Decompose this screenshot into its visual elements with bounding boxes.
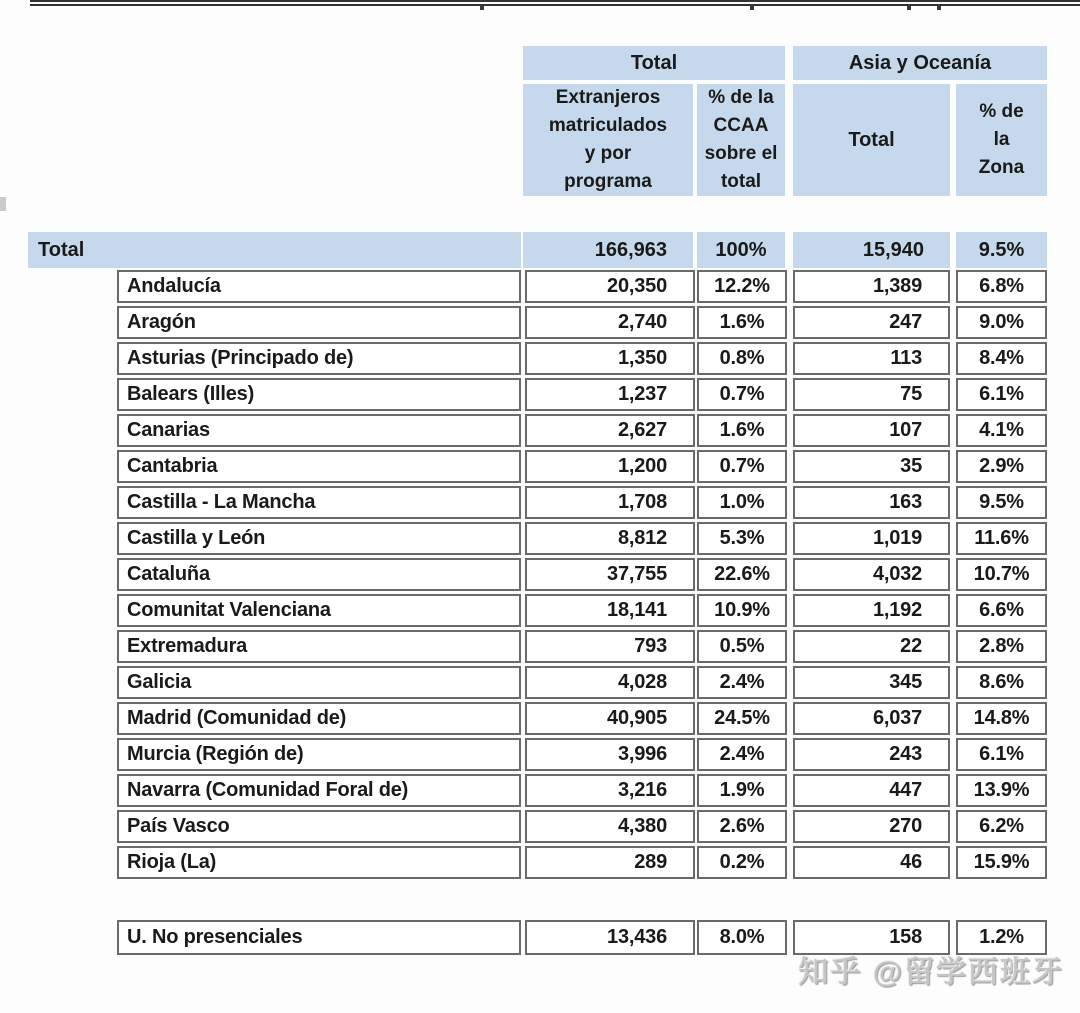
- cell-extranjeros: 20,350: [525, 270, 695, 303]
- row-label: Comunitat Valenciana: [117, 594, 521, 627]
- table-row: [117, 378, 1047, 411]
- cell-extranjeros: 13,436: [525, 920, 695, 955]
- row-label: Castilla y León: [117, 522, 521, 555]
- cell-pct-ccaa: 1.9%: [697, 774, 787, 807]
- col-group-asia-oceania: [793, 46, 1047, 80]
- col-header-asia-total: Total: [793, 84, 950, 196]
- cell-asia-total: 247: [793, 306, 950, 339]
- cell-asia-total: 447: [793, 774, 950, 807]
- cell-pct-ccaa: 8.0%: [697, 920, 787, 955]
- table-row: [117, 774, 1047, 807]
- cell-pct-zona: 8.4%: [956, 342, 1047, 375]
- row-label: Cantabria: [117, 450, 521, 483]
- cell-pct-ccaa: 0.2%: [697, 846, 787, 879]
- cell-pct-zona: 9.5%: [956, 486, 1047, 519]
- cell-asia-total: 4,032: [793, 558, 950, 591]
- total-row-pct-zona: 9.5%: [956, 232, 1047, 268]
- table-row: [117, 522, 1047, 555]
- cell-pct-ccaa: 2.6%: [697, 810, 787, 843]
- table-row: [117, 594, 1047, 627]
- cell-pct-ccaa: 5.3%: [697, 522, 787, 555]
- zhihu-watermark: 知乎 @留学西班牙: [798, 956, 1064, 989]
- cell-asia-total: 1,192: [793, 594, 950, 627]
- cell-pct-zona: 6.6%: [956, 594, 1047, 627]
- cell-extranjeros: 18,141: [525, 594, 695, 627]
- cell-pct-ccaa: 1.0%: [697, 486, 787, 519]
- total-row-pct-ccaa: 100%: [697, 232, 785, 268]
- row-label: Balears (Illes): [117, 378, 521, 411]
- cell-pct-ccaa: 22.6%: [697, 558, 787, 591]
- cell-pct-zona: 6.8%: [956, 270, 1047, 303]
- cell-asia-total: 6,037: [793, 702, 950, 735]
- cell-pct-ccaa: 0.8%: [697, 342, 787, 375]
- row-label: País Vasco: [117, 810, 521, 843]
- table-row: [117, 486, 1047, 519]
- cell-extranjeros: 3,996: [525, 738, 695, 771]
- table-body: [117, 270, 1047, 882]
- cell-asia-total: 1,389: [793, 270, 950, 303]
- table-row: [117, 810, 1047, 843]
- cell-asia-total: 163: [793, 486, 950, 519]
- table-row: [117, 342, 1047, 375]
- table-row: [117, 846, 1047, 879]
- cell-pct-ccaa: 1.6%: [697, 414, 787, 447]
- top-rule-line: [30, 0, 1080, 2]
- col-header-pct-zona: % de la Zona: [956, 84, 1047, 196]
- cell-pct-zona: 4.1%: [956, 414, 1047, 447]
- left-edge-artifact: [0, 197, 6, 211]
- row-label: Asturias (Principado de): [117, 342, 521, 375]
- cropped-text-descender: [750, 6, 754, 10]
- cell-pct-zona: 6.1%: [956, 378, 1047, 411]
- cell-pct-ccaa: 24.5%: [697, 702, 787, 735]
- table-row: [117, 306, 1047, 339]
- cell-extranjeros: 8,812: [525, 522, 695, 555]
- col-group-asia-oceania-label: Asia y Oceanía: [848, 52, 992, 74]
- cell-pct-ccaa: 10.9%: [697, 594, 787, 627]
- col-header-extranjeros: Extranjeros matriculados y por programa: [523, 84, 693, 196]
- cell-pct-ccaa: 0.7%: [697, 378, 787, 411]
- row-label: Navarra (Comunidad Foral de): [117, 774, 521, 807]
- col-header-pct-ccaa: % de la CCAA sobre el total: [697, 84, 785, 196]
- cell-pct-zona: 6.2%: [956, 810, 1047, 843]
- cell-asia-total: 22: [793, 630, 950, 663]
- cell-extranjeros: 4,028: [525, 666, 695, 699]
- cell-asia-total: 158: [793, 920, 950, 955]
- row-label: U. No presenciales: [117, 920, 521, 955]
- cell-pct-zona: 6.1%: [956, 738, 1047, 771]
- cell-pct-zona: 15.9%: [956, 846, 1047, 879]
- row-label: Canarias: [117, 414, 521, 447]
- table-row: [117, 414, 1047, 447]
- row-label: Cataluña: [117, 558, 521, 591]
- col-group-total: [523, 46, 785, 80]
- cell-asia-total: 345: [793, 666, 950, 699]
- cell-pct-zona: 11.6%: [956, 522, 1047, 555]
- cell-pct-zona: 2.8%: [956, 630, 1047, 663]
- row-label: Extremadura: [117, 630, 521, 663]
- total-row-extranjeros: 166,963: [523, 232, 693, 268]
- cell-extranjeros: 2,740: [525, 306, 695, 339]
- cell-asia-total: 270: [793, 810, 950, 843]
- cell-pct-ccaa: 2.4%: [697, 738, 787, 771]
- cell-extranjeros: 289: [525, 846, 695, 879]
- cell-asia-total: 1,019: [793, 522, 950, 555]
- cell-pct-zona: 13.9%: [956, 774, 1047, 807]
- cell-asia-total: 46: [793, 846, 950, 879]
- cropped-text-descender: [937, 6, 941, 10]
- col-group-total-label: Total: [630, 52, 678, 74]
- cell-pct-zona: 2.9%: [956, 450, 1047, 483]
- cell-asia-total: 75: [793, 378, 950, 411]
- table-row: [117, 702, 1047, 735]
- cell-asia-total: 243: [793, 738, 950, 771]
- cropped-text-descender: [480, 6, 484, 10]
- row-label: Castilla - La Mancha: [117, 486, 521, 519]
- row-label: Galicia: [117, 666, 521, 699]
- cell-asia-total: 113: [793, 342, 950, 375]
- row-label: Andalucía: [117, 270, 521, 303]
- cell-pct-ccaa: 2.4%: [697, 666, 787, 699]
- cell-pct-zona: 9.0%: [956, 306, 1047, 339]
- cell-pct-zona: 14.8%: [956, 702, 1047, 735]
- cropped-text-descender: [907, 6, 911, 10]
- cell-pct-ccaa: 0.5%: [697, 630, 787, 663]
- cell-extranjeros: 3,216: [525, 774, 695, 807]
- cell-extranjeros: 793: [525, 630, 695, 663]
- cell-extranjeros: 2,627: [525, 414, 695, 447]
- top-rule-line-2: [30, 4, 1080, 6]
- cell-pct-ccaa: 1.6%: [697, 306, 787, 339]
- table-row: [117, 630, 1047, 663]
- table-row: [117, 738, 1047, 771]
- table-row: [117, 450, 1047, 483]
- table-row: [117, 270, 1047, 303]
- cell-pct-ccaa: 0.7%: [697, 450, 787, 483]
- cell-pct-zona: 1.2%: [956, 920, 1047, 955]
- cell-asia-total: 107: [793, 414, 950, 447]
- total-row-asia-total: 15,940: [793, 232, 950, 268]
- cell-extranjeros: 40,905: [525, 702, 695, 735]
- cell-extranjeros: 4,380: [525, 810, 695, 843]
- cell-asia-total: 35: [793, 450, 950, 483]
- table-row: [117, 558, 1047, 591]
- cell-extranjeros: 37,755: [525, 558, 695, 591]
- row-label: Rioja (La): [117, 846, 521, 879]
- cell-pct-zona: 8.6%: [956, 666, 1047, 699]
- cell-extranjeros: 1,200: [525, 450, 695, 483]
- row-label: Aragón: [117, 306, 521, 339]
- cell-extranjeros: 1,237: [525, 378, 695, 411]
- cell-extranjeros: 1,350: [525, 342, 695, 375]
- row-label: Murcia (Región de): [117, 738, 521, 771]
- total-row-label: Total: [28, 232, 521, 268]
- cell-extranjeros: 1,708: [525, 486, 695, 519]
- cell-pct-zona: 10.7%: [956, 558, 1047, 591]
- row-label: Madrid (Comunidad de): [117, 702, 521, 735]
- table-row: [117, 666, 1047, 699]
- cell-pct-ccaa: 12.2%: [697, 270, 787, 303]
